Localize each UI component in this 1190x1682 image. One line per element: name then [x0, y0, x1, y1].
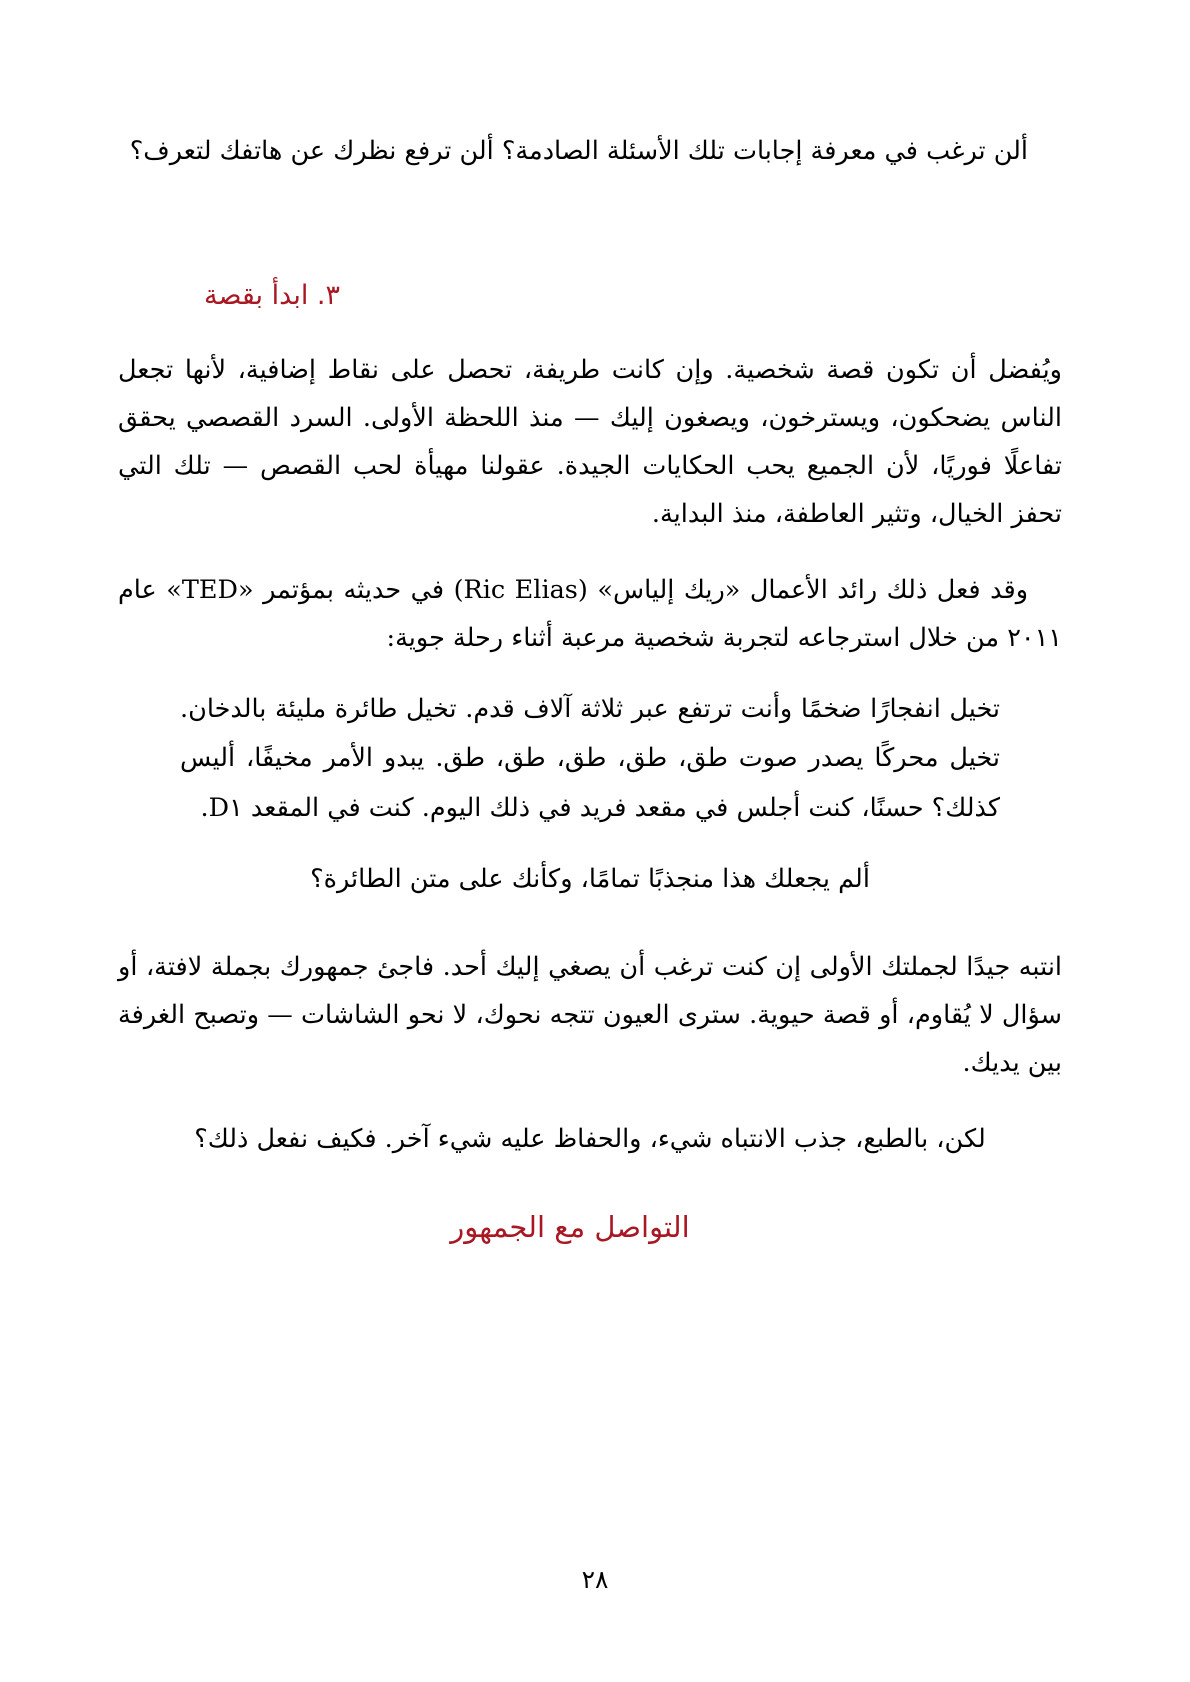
paragraph-four: لكن، بالطبع، جذب الانتباه شيء، والحفاظ عليه شيء آخر. فكيف نفعل ذلك؟ — [194, 1123, 986, 1154]
page-content — [118, 128, 1062, 1260]
spacer — [118, 1102, 1062, 1116]
intro-paragraph: ألن ترغب في معرفة إجابات تلك الأسئلة الصادمة؟ ألن ترفع نظرك عن هاتفك لتعرف؟ — [129, 136, 1028, 166]
paragraph-three: انتبه جيدًا لجملتك الأولى إن كنت ترغب أن يصغي إليك أحد. فاجئ جمهورك بجملة لافتة، أو سؤال لا يُقاوم، أو قصة حيوية. سترى العيون تتجه نحوك، لا نحو الشاشات — وتصبح الغرفة بين يديك. — [118, 951, 1062, 1078]
paragraph-two-ted: وقد فعل ذلك رائد الأعمال «ريك إلياس» (Ric Elias) في حديثه بمؤتمر «TED» عام ٢٠١١ من خلال استرجاعه لتجربة شخصية مرعبة أثناء رحلة جوية: — [118, 574, 1062, 653]
blockquote — [180, 685, 1000, 834]
spacer — [118, 553, 1062, 567]
spacer — [118, 228, 1062, 274]
paragraph-one: ويُفضل أن تكون قصة شخصية. وإن كانت طريفة، تحصل على نقاط إضافية، لأنها تجعل الناس يضحكون، ويسترخون، ويصغون إليك — منذ اللحظة الأولى. السرد القصصي يحقق تفاعلًا فوريًا، لأن الجميع يحب الحكايات الجيدة. عقولنا مهيأة لحب القصص — تلك التي تحفز الخيال، وتثير العاطفة، منذ البداية. — [118, 355, 1062, 529]
quote-text: تخيل انفجارًا ضخمًا وأنت ترتفع عبر ثلاثة آلاف قدم. تخيل طائرة مليئة بالدخان. تخيل محركًا يصدر صوت طق، طق، طق، طق، طق. يبدو الأمر مخيفًا، أليس كذلك؟ حسنًا، كنت أجلس في مقعد فريد في ذلك اليوم. كنت في المقعد D١. — [180, 693, 1000, 824]
closing-heading: التواصل مع الجمهور — [450, 1209, 690, 1244]
page-number: ٢٨ — [581, 1565, 609, 1594]
section-heading: ٣. ابدأ بقصة — [204, 279, 341, 311]
quote-followup: ألم يجعلك هذا منجذبًا تمامًا، وكأنك على متن الطائرة؟ — [310, 863, 870, 894]
spacer — [118, 918, 1062, 944]
